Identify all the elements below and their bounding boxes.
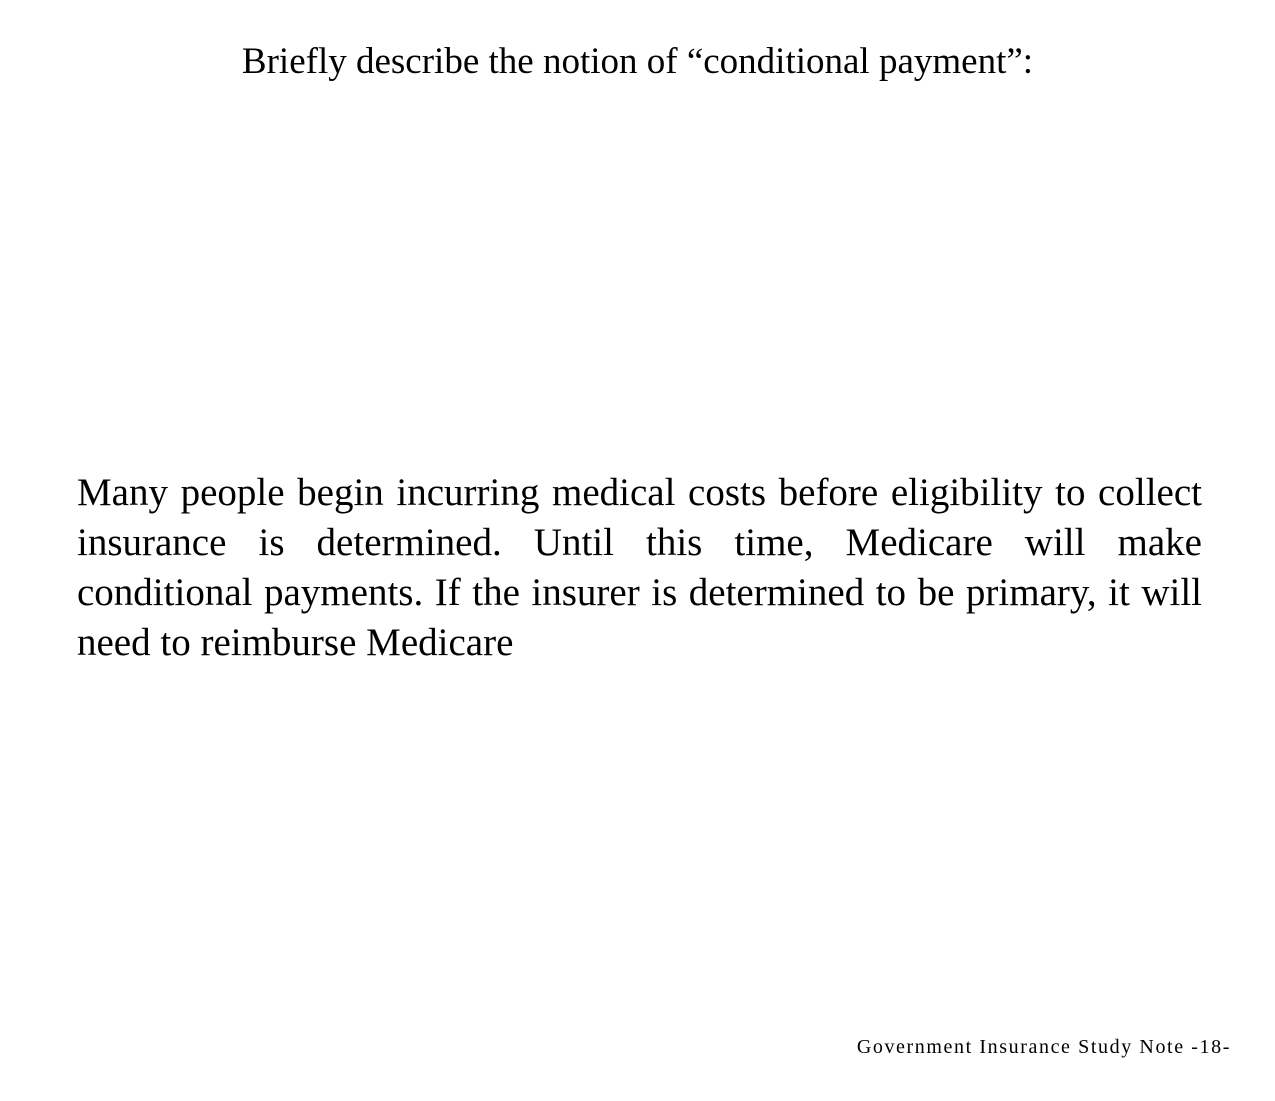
- question-heading: Briefly describe the notion of “conditional payment”:: [241, 41, 1034, 82]
- answer-paragraph: Many people begin incurring medical costs before eligibility to collect insurance is determined. Until this time, Medicare will make conditional payments. If the insurer is determined to be primary, it will need to reimburse Medicare: [77, 471, 1202, 664]
- page-footer: Government Insurance Study Note -18-: [856, 1036, 1231, 1058]
